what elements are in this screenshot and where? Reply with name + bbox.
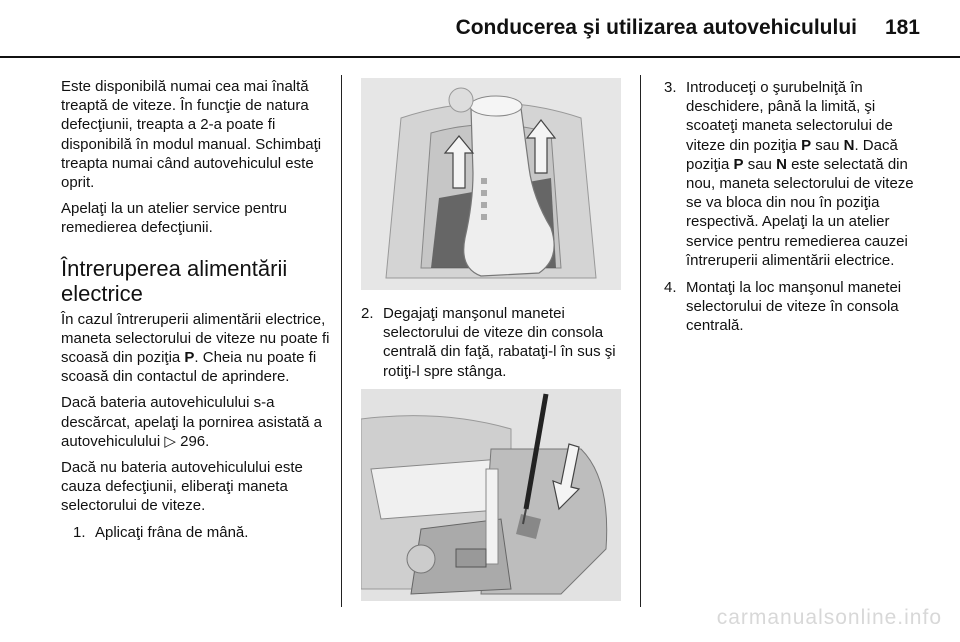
section-heading: Întreruperea alimentării electrice <box>61 255 288 306</box>
column-divider-left <box>341 75 342 607</box>
paragraph-service: Apelaţi la un atelier service pentru remedierea defecţiunii. <box>61 200 287 237</box>
step-4 <box>664 278 926 336</box>
page-number: 181 <box>884 16 920 39</box>
step-text: Degajaţi manşonul manetei selectorului de viteze din consola centrală din faţă, rabataţi-l în sus şi rotiţi-l spre stânga. <box>383 305 616 380</box>
step-number: 4. <box>664 279 677 297</box>
page-ref-link[interactable]: 296. <box>180 432 210 450</box>
step-text: Introduceţi o şurubelniţă în deschidere, până la limită, şi scoateţi maneta selectorului de viteze din poziţia P sau N. Dacă poziţia P sau N este selectată din nou, maneta selectorului de viteze se va bloca din nou în poziţia respectivă. Apelaţi la un atelier service pentru remedierea cauzei întreruperii alimentării electrice. <box>686 79 914 269</box>
column-divider-right <box>640 75 641 607</box>
step-number: 1. <box>73 523 86 541</box>
header-rule <box>0 56 960 58</box>
page-ref-arrow-icon: ▷ <box>164 432 176 450</box>
column-left <box>61 77 331 550</box>
paragraph-release-lever: Dacă nu bateria autovehiculului este cauza defecţiunii, eliberaţi maneta selectorului de viteze. <box>61 459 303 515</box>
paragraph-fault-info: Este disponibilă numai cea mai înaltă treaptă de viteze. În funcţie de natura defecţiunii, treapta a 2-a poate fi disponibilă în modul manual. Schimbaţi treapta numai când autovehiculul este oprit. <box>61 78 322 192</box>
step-1 <box>73 523 331 542</box>
position-p-label: P <box>184 349 195 367</box>
step-3 <box>664 78 926 270</box>
chapter-title: Conducerea şi utilizarea autovehiculului <box>455 16 857 39</box>
step-text: Aplicaţi frâna de mână. <box>95 523 249 541</box>
step-text: Montaţi la loc manşonul manetei selectorului de viteze în consola centrală. <box>686 279 902 335</box>
column-middle <box>361 78 623 601</box>
step-number: 3. <box>664 79 677 96</box>
step-number: 2. <box>361 305 374 322</box>
paragraph-power-failure: În cazul întreruperii alimentării electrice, maneta selectorului de viteze nu poate fi scoasă din poziţia P. Cheia nu poate fi scoasă din contactul de aprindere. <box>61 310 330 386</box>
step-2 <box>361 304 623 381</box>
screwdriver-illustration <box>361 389 621 601</box>
watermark: carmanualsonline.info <box>716 606 942 629</box>
page-header <box>0 0 960 50</box>
paragraph-battery: Dacă bateria autovehiculului s-a descărcat, apelaţi la pornirea asistată a autovehiculului ▷ 296. <box>61 394 322 450</box>
gear-selector-illustration <box>361 78 621 290</box>
column-right <box>664 78 926 344</box>
